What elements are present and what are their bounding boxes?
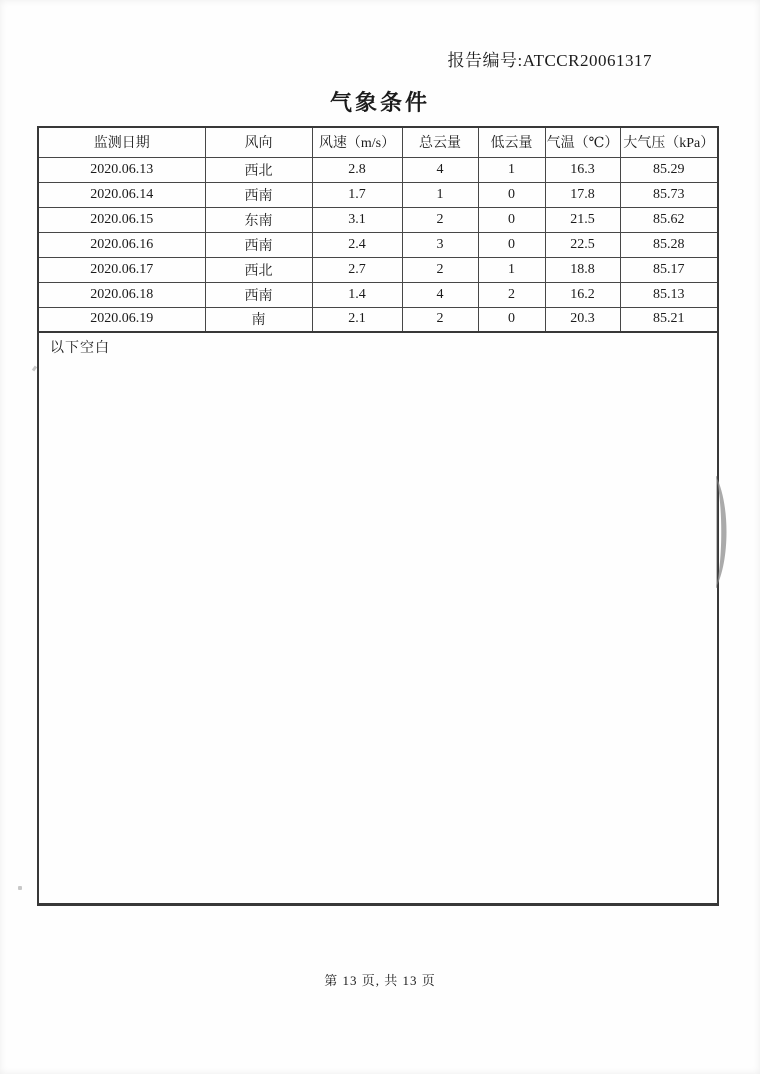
table-row (38, 232, 718, 257)
table-cell-wind-speed: 1.7 (312, 182, 402, 207)
table-cell-low-cloud: 0 (478, 232, 545, 257)
table-cell-temperature: 22.5 (545, 232, 620, 257)
table-cell-date: 2020.06.18 (38, 282, 205, 307)
table-cell-wind-speed: 1.4 (312, 282, 402, 307)
table-cell-wind-direction: 西北 (205, 257, 312, 282)
table-cell-date: 2020.06.13 (38, 157, 205, 182)
table-cell-temperature: 21.5 (545, 207, 620, 232)
header-cell-total-cloud: 总云量 (402, 127, 478, 157)
blank-remainder-box (37, 332, 719, 906)
table-cell-total-cloud: 3 (402, 232, 478, 257)
table-cell-wind-direction: 西南 (205, 232, 312, 257)
scan-speck (18, 886, 22, 890)
table-cell-temperature: 18.8 (545, 257, 620, 282)
table-cell-total-cloud: 2 (402, 257, 478, 282)
table-cell-temperature: 16.2 (545, 282, 620, 307)
table-cell-total-cloud: 1 (402, 182, 478, 207)
header-cell-wind-direction: 风向 (205, 127, 312, 157)
table-row (38, 282, 718, 307)
table-row (38, 257, 718, 282)
table-row (38, 182, 718, 207)
table-cell-date: 2020.06.15 (38, 207, 205, 232)
table-cell-total-cloud: 4 (402, 157, 478, 182)
table-cell-date: 2020.06.17 (38, 257, 205, 282)
blank-note: 以下空白 (50, 341, 110, 356)
table-cell-low-cloud: 0 (478, 307, 545, 332)
header-cell-date: 监测日期 (38, 127, 205, 157)
table-cell-wind-direction: 西北 (205, 157, 312, 182)
table-cell-pressure: 85.13 (620, 282, 718, 307)
table-cell-wind-direction: 东南 (205, 207, 312, 232)
page-title: 气象条件 (329, 90, 430, 115)
page-number-footer: 第 13 页, 共 13 页 (324, 973, 436, 988)
report-number: 报告编号:ATCCR20061317 (447, 51, 652, 70)
table-cell-wind-direction: 西南 (205, 282, 312, 307)
table-cell-wind-speed: 2.8 (312, 157, 402, 182)
table-cell-date: 2020.06.19 (38, 307, 205, 332)
table-cell-pressure: 85.28 (620, 232, 718, 257)
header-cell-wind-speed: 风速（m/s） (312, 127, 402, 157)
table-row (38, 207, 718, 232)
weather-conditions-table (37, 126, 719, 333)
table-cell-pressure: 85.62 (620, 207, 718, 232)
table-cell-pressure: 85.73 (620, 182, 718, 207)
table-cell-temperature: 16.3 (545, 157, 620, 182)
table-row (38, 157, 718, 182)
table-cell-temperature: 17.8 (545, 182, 620, 207)
table-cell-low-cloud: 0 (478, 207, 545, 232)
table-cell-wind-speed: 2.7 (312, 257, 402, 282)
table-cell-pressure: 85.21 (620, 307, 718, 332)
table-header-row (38, 127, 718, 157)
table-cell-temperature: 20.3 (545, 307, 620, 332)
table-cell-total-cloud: 2 (402, 207, 478, 232)
table-cell-date: 2020.06.16 (38, 232, 205, 257)
table-cell-date: 2020.06.14 (38, 182, 205, 207)
table-cell-total-cloud: 4 (402, 282, 478, 307)
table-cell-low-cloud: 1 (478, 257, 545, 282)
header-cell-temperature: 气温（℃） (545, 127, 620, 157)
table-cell-total-cloud: 2 (402, 307, 478, 332)
table-cell-low-cloud: 1 (478, 157, 545, 182)
table-cell-wind-direction: 西南 (205, 182, 312, 207)
header-cell-pressure: 大气压（kPa） (620, 127, 718, 157)
table-cell-low-cloud: 0 (478, 182, 545, 207)
table-cell-wind-direction: 南 (205, 307, 312, 332)
table-cell-low-cloud: 2 (478, 282, 545, 307)
table-row (38, 307, 718, 332)
table-cell-pressure: 85.17 (620, 257, 718, 282)
table-cell-wind-speed: 2.1 (312, 307, 402, 332)
header-cell-low-cloud: 低云量 (478, 127, 545, 157)
table-cell-wind-speed: 2.4 (312, 232, 402, 257)
table-cell-pressure: 85.29 (620, 157, 718, 182)
table-cell-wind-speed: 3.1 (312, 207, 402, 232)
